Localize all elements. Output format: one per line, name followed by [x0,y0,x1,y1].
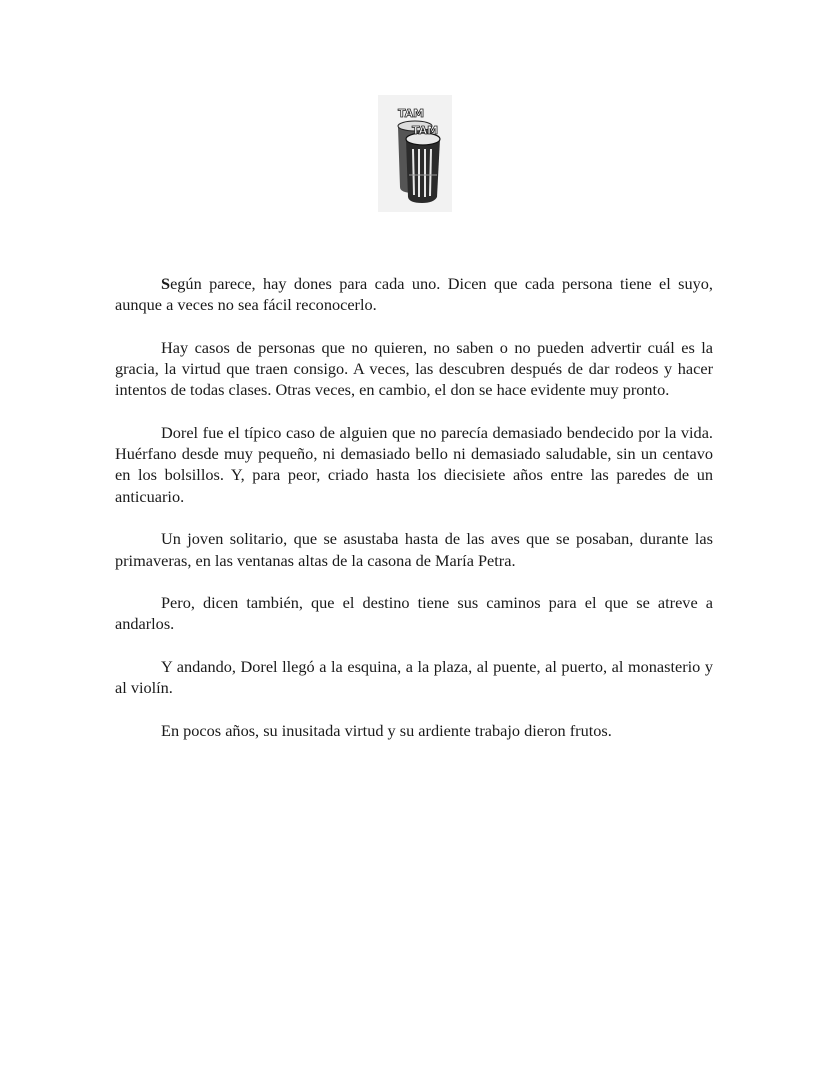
document-body [115,273,713,763]
paragraph-text: egún parece, hay dones para cada uno. Dicen que cada persona tiene el suyo, aunque a veces no sea fácil reconocerlo. [115,274,713,315]
tam-tam-drum-icon [378,95,452,212]
first-letter: S [161,274,171,293]
paragraph-4: Un joven solitario, que se asustaba hasta de las aves que se posaban, durante las primaveras, en las ventanas altas de la casona de María Petra. [115,529,713,570]
tam-tam-logo [378,95,452,212]
paragraph-6: Y andando, Dorel llegó a la esquina, a la plaza, al puente, al puerto, al monasterio y al violín. [115,657,713,698]
paragraph-1 [115,273,713,315]
logo-text-1: TAM [398,107,425,120]
paragraph-5: Pero, dicen también, que el destino tiene sus caminos para el que se atreve a andarlos. [115,593,713,634]
paragraph-7: En pocos años, su inusitada virtud y su ardiente trabajo dieron frutos. [161,721,612,741]
paragraph-3: Dorel fue el típico caso de alguien que no parecía demasiado bendecido por la vida. Huérfano desde muy pequeño, ni demasiado bello ni demasiado saludable, sin un centavo en los bolsillos. Y, para peor, criado hasta los diecisiete años entre las paredes de un anticuario. [115,423,713,506]
logo-text-2: TAM [412,124,439,137]
paragraph-2: Hay casos de personas que no quieren, no saben o no pueden advertir cuál es la gracia, la virtud que traen consigo. A veces, las descubren después de dar rodeos y hacer intentos de todas clases. Otras veces, en cambio, el don se hace evidente muy pronto. [115,337,713,400]
